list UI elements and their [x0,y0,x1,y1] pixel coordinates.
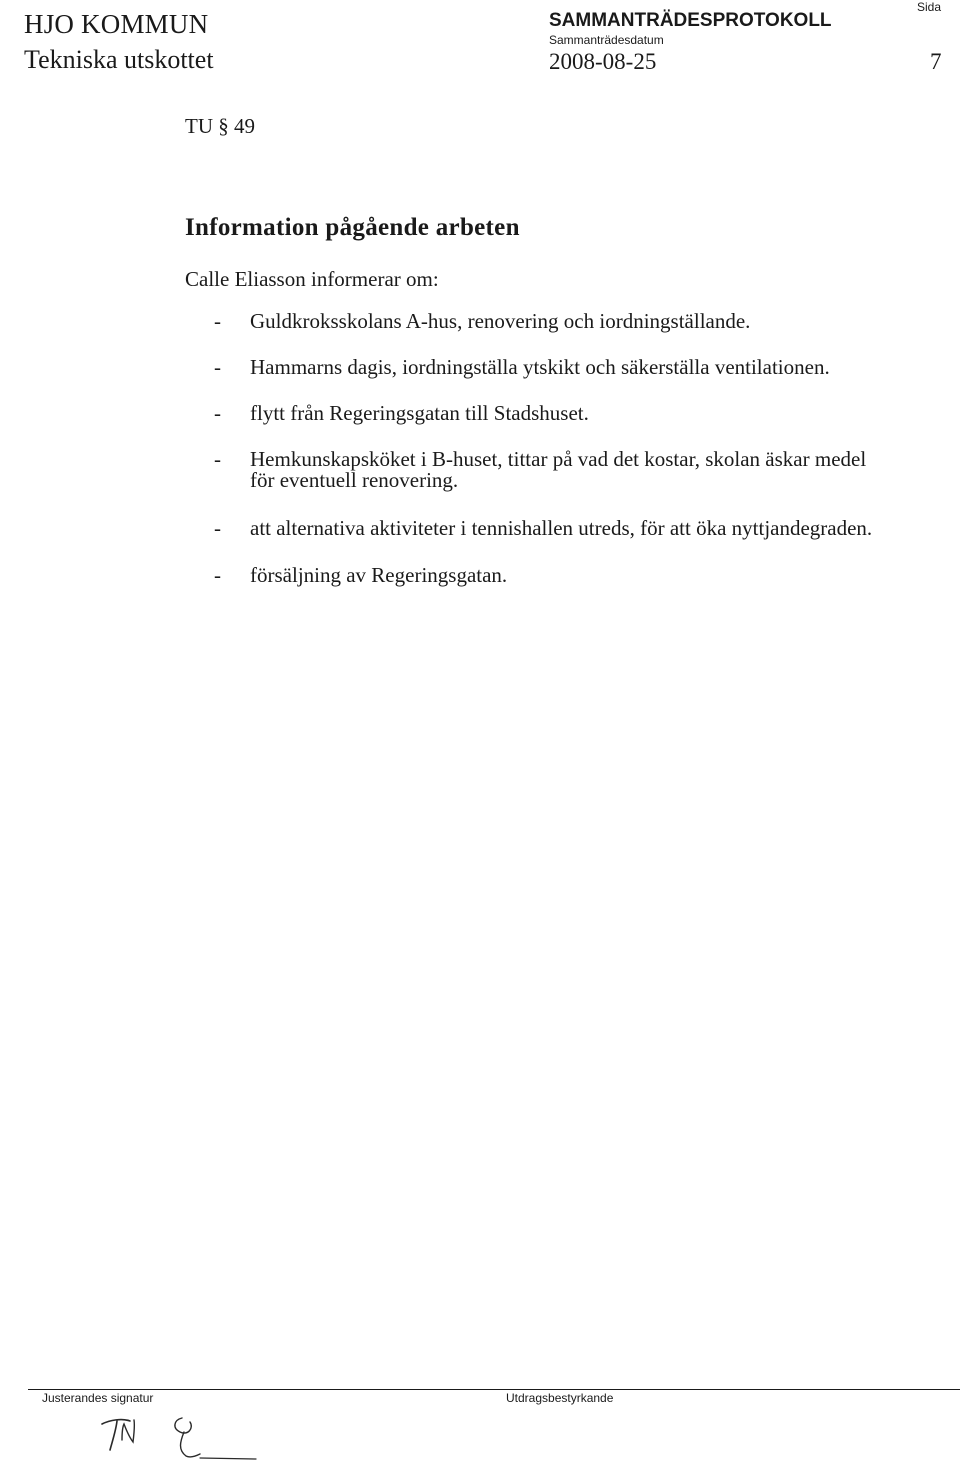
list-item [214,565,934,586]
section-heading: Information pågående arbeten [185,214,520,241]
list-item-text: Hammarns dagis, iordningställa ytskikt och säkerställa ventilationen. [250,355,830,379]
bullet-dash: - [214,309,221,333]
bullet-dash: - [214,563,221,587]
page-label: Sida [917,0,942,14]
signature-label: Justerandes signatur [42,1391,154,1405]
bullet-dash: - [214,401,221,425]
list-item-text: Hemkunskapsköket i B-huset, tittar på vad det kostar, skolan äskar medel [250,447,867,471]
list-item [214,518,934,539]
list-item [214,311,934,332]
handwritten-signature [100,1412,260,1464]
list-item-text: att alternativa aktiviteter i tennishallen utreds, för att öka nyttjandegraden. [250,516,873,540]
date-label: Sammanträdesdatum [549,33,664,47]
list-item [214,403,934,424]
bullet-dash: - [214,516,221,540]
intro-text: Calle Eliasson informerar om: [185,267,439,291]
list-item [214,357,934,378]
page-number: 7 [930,49,942,74]
organization-name: HJO KOMMUN [24,9,209,39]
bullet-list [214,311,934,586]
footer-divider [28,1389,960,1390]
list-item-text: flytt från Regeringsgatan till Stadshuset. [250,401,589,425]
extract-certification-label: Utdragsbestyrkande [506,1391,614,1405]
list-item [214,449,934,491]
document-type: SAMMANTRÄDESPROTOKOLL [549,10,832,31]
list-item-text-continued: för eventuell renovering. [250,468,459,492]
bullet-dash: - [214,447,221,471]
bullet-dash: - [214,355,221,379]
meeting-date: 2008-08-25 [549,49,657,74]
list-item-text: försäljning av Regeringsgatan. [250,563,508,587]
department-name: Tekniska utskottet [24,45,214,74]
paragraph-number: TU § 49 [185,114,255,138]
list-item-text: Guldkroksskolans A-hus, renovering och iordningställande. [250,309,751,333]
